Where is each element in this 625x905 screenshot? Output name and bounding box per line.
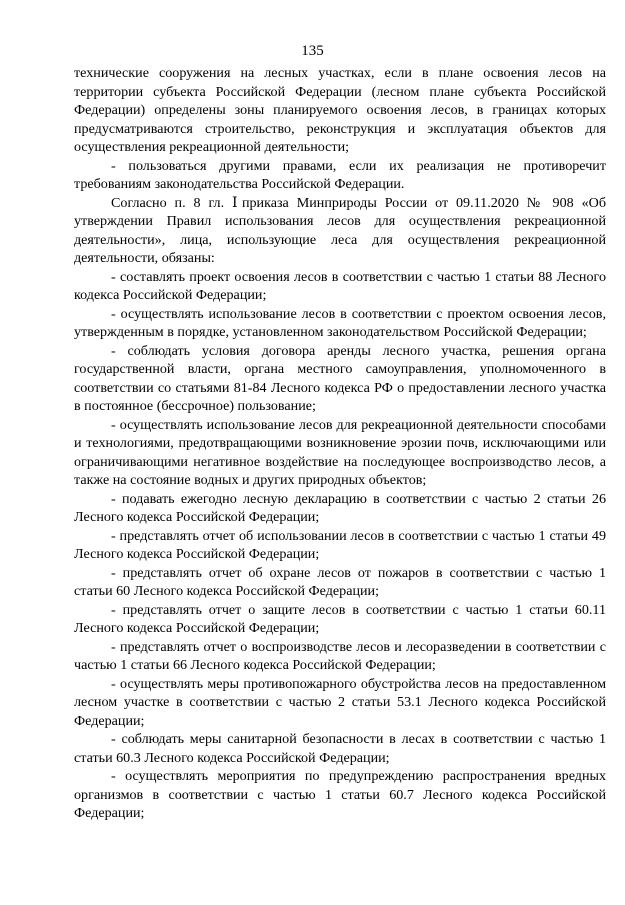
list-item: - представлять отчет о защите лесов в соответствии с частью 1 статьи 60.11 Лесного кодекса Российской Федерации; <box>74 601 606 636</box>
list-item: - осуществлять меры противопожарного обустройства лесов на предоставленном лесном участке в соответствии с частью 2 статьи 53.1 Лесного кодекса Российской Федерации; <box>74 675 606 729</box>
list-item: - соблюдать меры санитарной безопасности в лесах в соответствии с частью 1 статьи 60.3 Лесного кодекса Российской Федерации; <box>74 731 606 766</box>
paragraph: Согласно п. 8 гл. Ⅰприказа Минприроды России от 09.11.2020 № 908 «Об утверждении Правил использования лесов для осуществления рекреационной деятельности», лица, использующие леса для осуществления рекреационной деятельности, обязаны: <box>74 194 606 266</box>
paragraph: - пользоваться другими правами, если их реализация не противоречит требованиям законодательства Российской Федерации. <box>74 157 606 192</box>
body-text <box>74 64 606 823</box>
list-item: - осуществлять использование лесов для рекреационной деятельности способами и технологиями, предотвращающими возникновение эрозии почв, исключающими или ограничивающими негативное воздействие на последующее воспроизводство лесов, а также на состояние водных и других природных объектов; <box>74 416 606 488</box>
list-item: - осуществлять использование лесов в соответствии с проектом освоения лесов, утвержденным в порядке, установленном законодательством Российской Федерации; <box>74 305 606 340</box>
list-item: - представлять отчет об использовании лесов в соответствии с частью 1 статьи 49 Лесного кодекса Российской Федерации; <box>74 527 606 562</box>
list-item: - осуществлять мероприятия по предупреждению распространения вредных организмов в соответствии с частью 1 статьи 60.7 Лесного кодекса Российской Федерации; <box>74 768 606 821</box>
list-item: - представлять отчет об охране лесов от пожаров в соответствии с частью 1 статьи 60 Лесного кодекса Российской Федерации; <box>74 564 606 599</box>
list-item: - соблюдать условия договора аренды лесного участка, решения органа государственной власти, органа местного самоуправления, уполномоченного в соответствии со статьями 81-84 Лесного кодекса РФ о предоставлении лесного участка в постоянное (бессрочное) пользование; <box>74 342 606 414</box>
page-number: 135 <box>301 43 324 59</box>
paragraph: технические сооружения на лесных участках, если в плане освоения лесов на территории субъекта Российской Федерации (лесном плане субъекта Российской Федерации) определены зоны планируемого освоения лесов, в границах которых предусматриваются строительство, реконструкция и эксплуатация объектов для осуществления рекреационной деятельности; <box>74 65 606 155</box>
list-item: - представлять отчет о воспроизводстве лесов и лесоразведении в соответствии с частью 1 статьи 66 Лесного кодекса Российской Федерации; <box>74 638 606 673</box>
list-item: - подавать ежегодно лесную декларацию в соответствии с частью 2 статьи 26 Лесного кодекса Российской Федерации; <box>74 490 606 525</box>
list-item: - составлять проект освоения лесов в соответствии с частью 1 статьи 88 Лесного кодекса Российской Федерации; <box>74 268 606 303</box>
